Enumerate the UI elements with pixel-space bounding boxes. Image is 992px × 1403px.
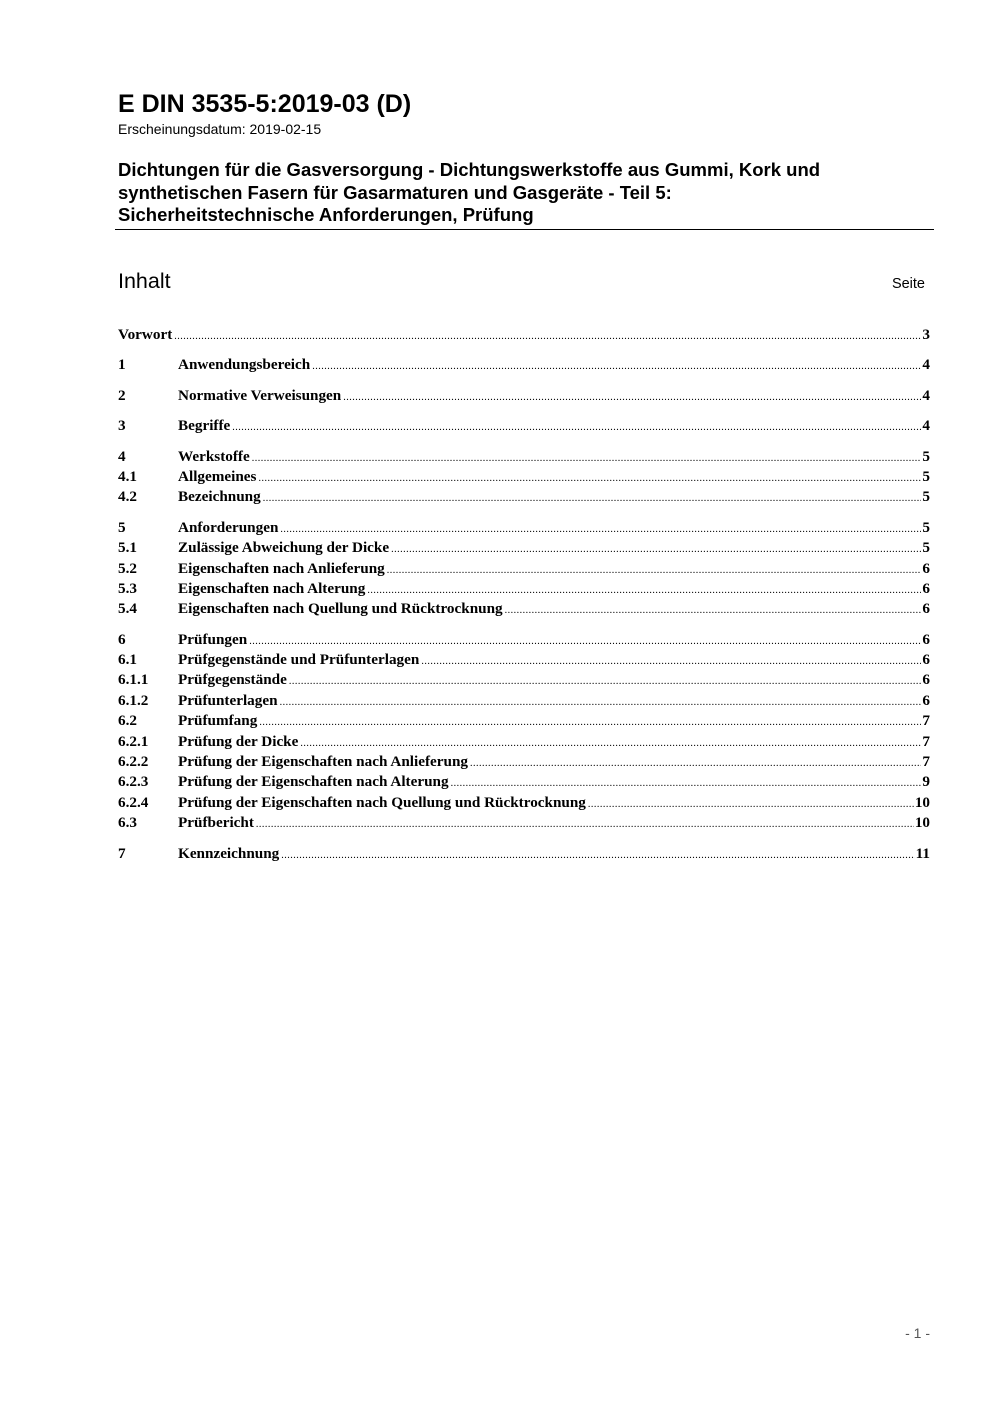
- toc-entry-page: 9: [922, 773, 930, 791]
- document-title-line-3: Sicherheitstechnische Anforderungen, Prüfung: [118, 204, 534, 225]
- toc-entry-5-4[interactable]: [118, 599, 930, 619]
- toc-entry-number: 5.4: [118, 600, 137, 618]
- toc-dot-leader: [391, 540, 921, 560]
- toc-entry-page: 6: [922, 671, 930, 689]
- toc-entry-title: Werkstoffe: [178, 447, 250, 465]
- toc-entry-page: 6: [922, 630, 930, 648]
- toc-entry-page: 10: [914, 814, 930, 832]
- toc-dot-leader: [421, 652, 921, 672]
- toc-entry-4-2[interactable]: [118, 487, 930, 507]
- toc-entry-number: 4.1: [118, 467, 137, 485]
- toc-entry-5-2[interactable]: [118, 559, 930, 579]
- toc-entry-page: 11: [915, 844, 930, 862]
- toc-entry-page: 7: [922, 712, 930, 730]
- toc-dot-leader: [367, 581, 921, 601]
- toc-entry-number: 5: [118, 518, 126, 536]
- table-of-contents: [118, 325, 930, 864]
- toc-dot-leader: [280, 520, 921, 540]
- toc-entry-6-2[interactable]: [118, 711, 930, 731]
- toc-entry-title: Anforderungen: [178, 518, 279, 536]
- toc-entry-1[interactable]: [118, 355, 930, 375]
- toc-entry-5-1[interactable]: [118, 538, 930, 558]
- toc-dot-leader: [174, 327, 921, 347]
- toc-entry-6-2-4[interactable]: [118, 793, 930, 813]
- toc-entry-6-2-2[interactable]: [118, 752, 930, 772]
- toc-entry-page: 6: [922, 691, 930, 709]
- toc-entry-2[interactable]: [118, 386, 930, 406]
- toc-entry-number: 5.1: [118, 539, 137, 557]
- toc-entry-title: Vorwort: [118, 326, 173, 343]
- toc-dot-leader: [470, 754, 921, 774]
- toc-entry-page: 7: [922, 732, 930, 750]
- toc-entry-title: Prüfgegenstände: [178, 671, 287, 689]
- toc-dot-leader: [280, 693, 922, 713]
- toc-entry-title: Prüfung der Eigenschaften nach Anlieferung: [178, 753, 468, 771]
- toc-dot-leader: [252, 449, 922, 469]
- toc-entry-5[interactable]: [118, 518, 930, 538]
- toc-dot-leader: [249, 632, 921, 652]
- toc-entry-title: Eigenschaften nach Alterung: [178, 579, 366, 597]
- toc-entry-number: 3: [118, 417, 126, 435]
- toc-entry-page: 7: [922, 753, 930, 771]
- toc-dot-leader: [281, 846, 914, 866]
- toc-entry-title: Prüfumfang: [178, 712, 258, 730]
- publication-date: Erscheinungsdatum: 2019-02-15: [118, 121, 322, 137]
- toc-entry-number: 6.2: [118, 712, 137, 730]
- toc-entry-page: 4: [922, 356, 930, 374]
- document-title-line-2: synthetischen Fasern für Gasarmaturen und Gasgeräte - Teil 5:: [118, 181, 672, 203]
- toc-dot-leader: [588, 795, 914, 815]
- toc-dot-leader: [289, 672, 922, 692]
- toc-entry-number: 4.2: [118, 488, 137, 506]
- toc-dot-leader: [263, 489, 922, 509]
- toc-entry-6[interactable]: [118, 630, 930, 650]
- toc-dot-leader: [232, 418, 921, 438]
- toc-entry-page: 4: [922, 417, 930, 435]
- toc-entry-5-3[interactable]: [118, 579, 930, 599]
- toc-entry-title: Bezeichnung: [178, 488, 261, 506]
- toc-entry-page: 6: [922, 559, 930, 577]
- title-divider: [115, 229, 934, 230]
- toc-entry-vorwort[interactable]: [118, 325, 930, 345]
- toc-entry-number: 4: [118, 447, 126, 465]
- toc-entry-title: Eigenschaften nach Anlieferung: [178, 559, 385, 577]
- toc-entry-page: 5: [922, 518, 930, 536]
- toc-dot-leader: [259, 713, 921, 733]
- toc-dot-leader: [312, 357, 921, 377]
- toc-entry-4-1[interactable]: [118, 467, 930, 487]
- toc-entry-page: 5: [922, 467, 930, 485]
- toc-entry-number: 6.1.2: [118, 691, 149, 709]
- toc-entry-6-3[interactable]: [118, 813, 930, 833]
- toc-entry-number: 5.2: [118, 559, 137, 577]
- toc-entry-title: Normative Verweisungen: [178, 386, 342, 404]
- page-number: - 1 -: [905, 1325, 930, 1341]
- toc-entry-title: Prüfungen: [178, 630, 248, 648]
- toc-dot-leader: [505, 601, 922, 621]
- toc-entry-6-1-1[interactable]: [118, 670, 930, 690]
- toc-entry-page: 4: [922, 386, 930, 404]
- toc-entry-number: 6.3: [118, 814, 137, 832]
- toc-entry-6-2-1[interactable]: [118, 732, 930, 752]
- toc-entry-title: Zulässige Abweichung der Dicke: [178, 539, 390, 557]
- toc-heading: Inhalt: [118, 269, 171, 293]
- toc-dot-leader: [387, 561, 922, 581]
- document-title: [118, 159, 934, 227]
- toc-entry-title: Prüfung der Eigenschaften nach Alterung: [178, 773, 449, 791]
- toc-entry-title: Prüfung der Eigenschaften nach Quellung und Rücktrocknung: [178, 793, 586, 811]
- toc-entry-title: Allgemeines: [178, 467, 257, 485]
- toc-entry-page: 5: [922, 488, 930, 506]
- toc-entry-title: Eigenschaften nach Quellung und Rücktrocknung: [178, 600, 503, 618]
- toc-dot-leader: [256, 815, 914, 835]
- toc-entry-number: 6.2.4: [118, 793, 149, 811]
- toc-entry-title: Prüfunterlagen: [178, 691, 278, 709]
- toc-entry-page: 6: [922, 579, 930, 597]
- toc-entry-number: 6.1.1: [118, 671, 149, 689]
- toc-entry-number: 6.2.3: [118, 773, 149, 791]
- toc-entry-page: 6: [922, 651, 930, 669]
- toc-dot-leader: [258, 469, 921, 489]
- toc-entry-number: 2: [118, 386, 126, 404]
- toc-entry-title: Prüfgegenstände und Prüfunterlagen: [178, 651, 420, 669]
- toc-entry-number: 6.1: [118, 651, 137, 669]
- toc-entry-page: 6: [922, 600, 930, 618]
- toc-entry-page: 5: [922, 539, 930, 557]
- toc-dot-leader: [343, 388, 921, 408]
- toc-entry-page: 5: [922, 447, 930, 465]
- toc-page-column-label: Seite: [891, 276, 925, 292]
- toc-entry-number: 6: [118, 630, 126, 648]
- toc-entry-6-1-2[interactable]: [118, 691, 930, 711]
- toc-entry-number: 1: [118, 356, 126, 374]
- toc-entry-number: 5.3: [118, 579, 137, 597]
- toc-entry-number: 7: [118, 844, 126, 862]
- toc-entry-title: Prüfbericht: [178, 814, 254, 832]
- toc-entry-title: Prüfung der Dicke: [178, 732, 299, 750]
- toc-entry-number: 6.2.1: [118, 732, 149, 750]
- toc-entry-3[interactable]: [118, 416, 930, 436]
- toc-entry-title: Begriffe: [178, 417, 231, 435]
- toc-entry-6-2-3[interactable]: [118, 772, 930, 792]
- document-id: E DIN 3535-5:2019-03 (D): [118, 90, 412, 118]
- document-title-line-1: Dichtungen für die Gasversorgung - Dichtungswerkstoffe aus Gummi, Kork und: [118, 159, 821, 180]
- toc-entry-4[interactable]: [118, 447, 930, 467]
- toc-entry-7[interactable]: [118, 844, 930, 864]
- toc-entry-page: 10: [914, 793, 930, 811]
- toc-entry-title: Anwendungsbereich: [178, 356, 311, 374]
- toc-entry-title: Kennzeichnung: [178, 844, 280, 862]
- toc-entry-number: 6.2.2: [118, 753, 149, 771]
- toc-entry-6-1[interactable]: [118, 650, 930, 670]
- toc-entry-page: 3: [922, 326, 930, 343]
- toc-dot-leader: [300, 734, 921, 754]
- toc-dot-leader: [451, 774, 922, 794]
